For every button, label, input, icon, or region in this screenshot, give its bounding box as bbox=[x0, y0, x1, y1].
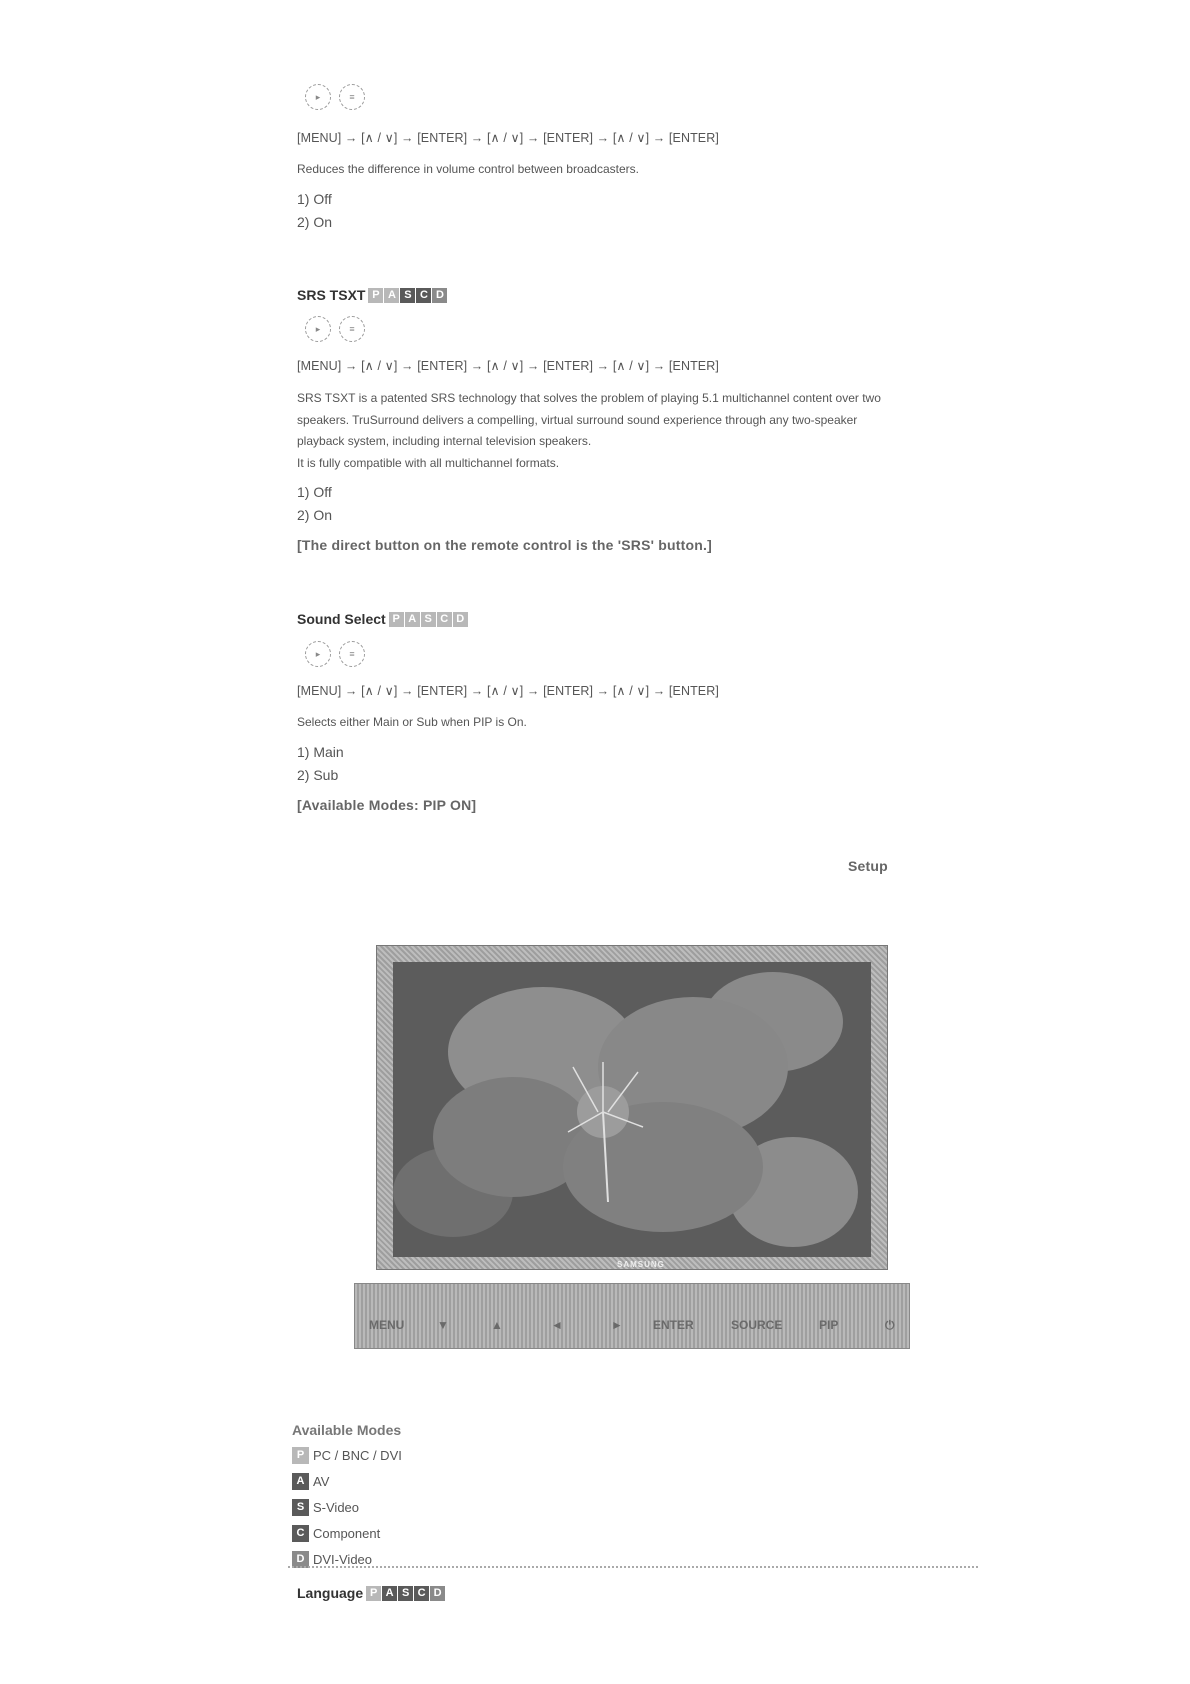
mode-badge-d: D bbox=[430, 1586, 445, 1601]
sound-select-note: [Available Modes: PIP ON] bbox=[297, 797, 477, 813]
mode-badge-s: S bbox=[400, 288, 415, 303]
legend-label: PC / BNC / DVI bbox=[313, 1447, 402, 1463]
available-modes-legend bbox=[292, 1442, 402, 1572]
monitor-screen bbox=[393, 962, 871, 1257]
language-title: Language bbox=[297, 1585, 364, 1601]
srs-tsxt-desc-line-4: It is fully compatible with all multichannel formats. bbox=[297, 455, 560, 470]
mode-badge-s: S bbox=[421, 612, 436, 627]
menu-button-icon: ≡ bbox=[339, 84, 365, 110]
monitor-control-bar bbox=[354, 1283, 910, 1349]
sound-select-option-1: 1) Main bbox=[297, 744, 344, 760]
srs-tsxt-mode-badges bbox=[368, 288, 447, 303]
sound-select-menu-path: [MENU] → [∧ / ∨] → [ENTER] → [∧ / ∨] → [ENTER] → [∧ / ∨] → [ENTER] bbox=[297, 684, 719, 698]
control-menu-label: MENU bbox=[369, 1318, 405, 1332]
legend-label: AV bbox=[313, 1473, 330, 1489]
sound-select-heading bbox=[297, 611, 468, 627]
mode-badge-d: D bbox=[453, 612, 468, 627]
mode-badge-p: P bbox=[366, 1586, 381, 1601]
mode-badge-a: A bbox=[292, 1473, 309, 1490]
legend-item bbox=[292, 1546, 402, 1572]
control-enter-label: ENTER bbox=[653, 1318, 694, 1332]
mode-badge-p: P bbox=[368, 288, 383, 303]
srs-tsxt-desc-line-2: speakers. TruSurround delivers a compelling, virtual surround sound experience through any two-speaker bbox=[297, 412, 858, 427]
setup-label: Setup bbox=[848, 858, 888, 874]
legend-label: DVI-Video bbox=[313, 1551, 373, 1567]
mode-badge-c: C bbox=[437, 612, 452, 627]
control-down-icon: ▼ bbox=[437, 1318, 449, 1332]
legend-label: S-Video bbox=[313, 1499, 360, 1515]
legend-item bbox=[292, 1520, 402, 1546]
mode-badge-s: S bbox=[398, 1586, 413, 1601]
srs-tsxt-desc-line-3: playback system, including internal television speakers. bbox=[297, 434, 592, 448]
control-right-icon: ► bbox=[611, 1318, 623, 1332]
control-pip-label: PIP bbox=[819, 1318, 839, 1332]
language-mode-badges bbox=[366, 1586, 445, 1601]
mode-badge-c: C bbox=[416, 288, 431, 303]
mode-badge-d: D bbox=[292, 1551, 309, 1568]
control-left-icon: ◄ bbox=[551, 1318, 563, 1332]
sound-select-title: Sound Select bbox=[297, 611, 386, 627]
flower-illustration bbox=[393, 962, 871, 1257]
srs-tsxt-menu-path: [MENU] → [∧ / ∨] → [ENTER] → [∧ / ∨] → [ENTER] → [∧ / ∨] → [ENTER] bbox=[297, 359, 719, 373]
remote-button-icon: ▸ bbox=[305, 641, 331, 667]
mode-badge-p: P bbox=[389, 612, 404, 627]
mode-badge-d: D bbox=[432, 288, 447, 303]
remote-button-icon: ▸ bbox=[305, 316, 331, 342]
sound-select-option-2: 2) Sub bbox=[297, 767, 339, 783]
sound-select-icons bbox=[305, 641, 365, 667]
mode-badge-s: S bbox=[292, 1499, 309, 1516]
menu-button-icon: ≡ bbox=[339, 641, 365, 667]
sound-select-description: Selects either Main or Sub when PIP is On. bbox=[297, 715, 527, 729]
monitor-image bbox=[376, 945, 888, 1270]
monitor-brand-logo: SAMSUNG bbox=[617, 1260, 665, 1269]
srs-tsxt-desc-line-1: SRS TSXT is a patented SRS technology that solves the problem of playing 5.1 multichannel content over two bbox=[297, 391, 881, 405]
mode-badge-a: A bbox=[384, 288, 399, 303]
section-divider bbox=[288, 1566, 978, 1568]
language-heading bbox=[297, 1585, 445, 1601]
srs-tsxt-option-2: 2) On bbox=[297, 507, 333, 523]
legend-item bbox=[292, 1468, 402, 1494]
remote-button-icon: ▸ bbox=[305, 84, 331, 110]
mode-badge-a: A bbox=[405, 612, 420, 627]
section1-option-2: 2) On bbox=[297, 214, 333, 230]
legend-item bbox=[292, 1494, 402, 1520]
sound-select-mode-badges bbox=[389, 612, 468, 627]
srs-tsxt-heading bbox=[297, 287, 447, 303]
srs-tsxt-title: SRS TSXT bbox=[297, 287, 366, 303]
srs-tsxt-option-1: 1) Off bbox=[297, 484, 332, 500]
section1-menu-path: [MENU] → [∧ / ∨] → [ENTER] → [∧ / ∨] → [ENTER] → [∧ / ∨] → [ENTER] bbox=[297, 131, 719, 145]
control-power-icon: ⏻ bbox=[885, 1318, 895, 1332]
mode-badge-a: A bbox=[382, 1586, 397, 1601]
mode-badge-p: P bbox=[292, 1447, 309, 1464]
menu-button-icon: ≡ bbox=[339, 316, 365, 342]
section1-description: Reduces the difference in volume control between broadcasters. bbox=[297, 162, 639, 176]
mode-badge-c: C bbox=[292, 1525, 309, 1542]
available-modes-title: Available Modes bbox=[292, 1422, 402, 1438]
srs-tsxt-note: [The direct button on the remote control is the 'SRS' button.] bbox=[297, 537, 712, 553]
legend-item bbox=[292, 1442, 402, 1468]
control-up-icon: ▲ bbox=[491, 1318, 503, 1332]
srs-tsxt-icons bbox=[305, 316, 365, 342]
legend-label: Component bbox=[313, 1525, 381, 1541]
control-source-label: SOURCE bbox=[731, 1318, 783, 1332]
section1-option-1: 1) Off bbox=[297, 191, 332, 207]
srs-tsxt-description bbox=[297, 388, 881, 474]
section1-icons bbox=[305, 84, 365, 110]
mode-badge-c: C bbox=[414, 1586, 429, 1601]
